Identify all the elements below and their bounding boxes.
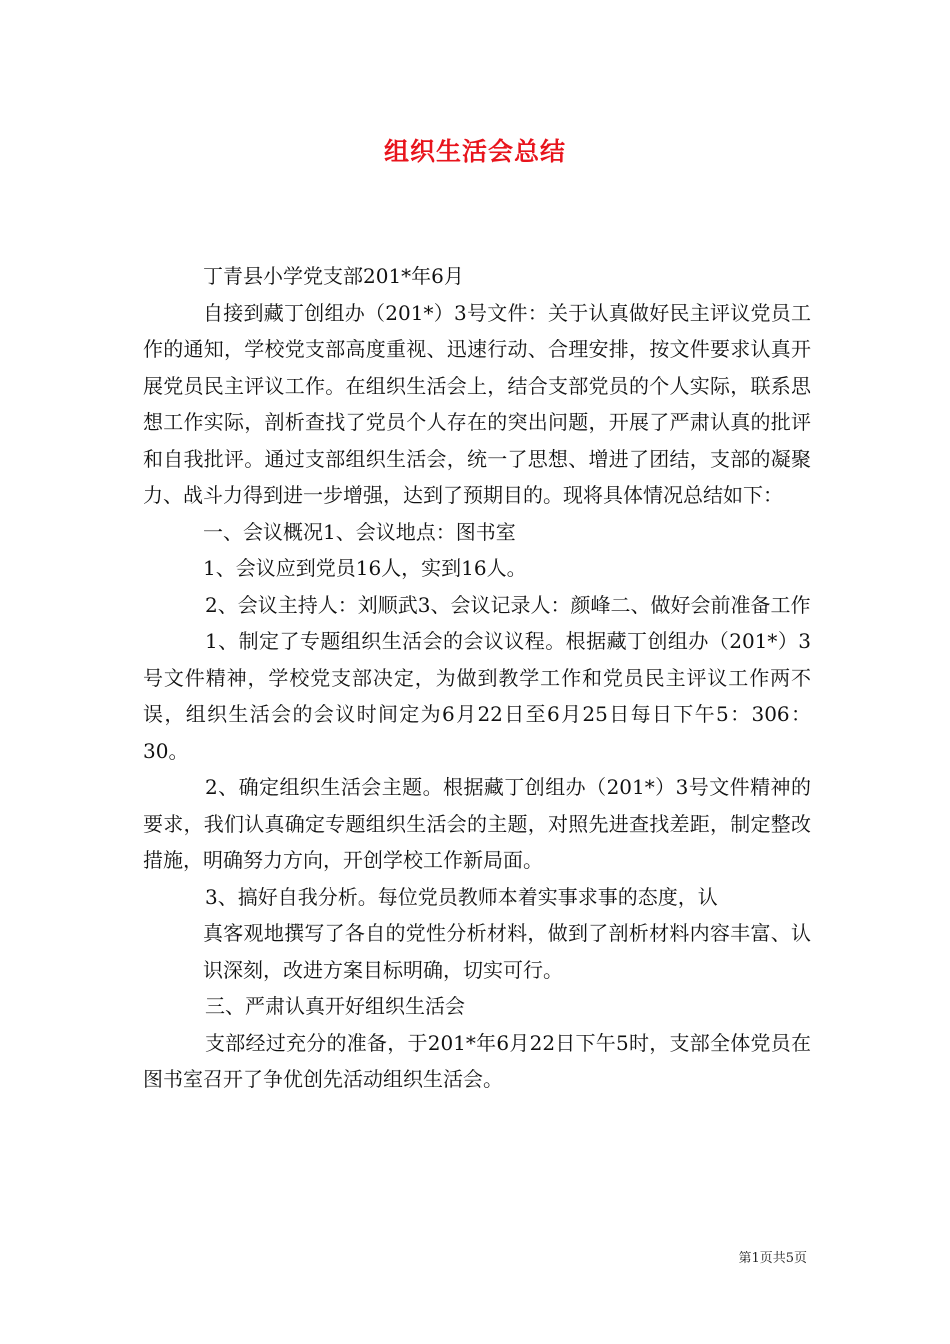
paragraph-self-analysis-cont: 真客观地撰写了各自的党性分析材料，做到了剖析材料内容丰富、认识深刻，改进方案目标明确，切实可行。 bbox=[203, 921, 811, 982]
paragraph-section-overview: 一、会议概况1、会议地点：图书室 bbox=[203, 519, 516, 544]
page-number: 第1页共5页 bbox=[738, 1251, 807, 1266]
paragraph-self-analysis: 3、搞好自我分析。每位党员教师本着实事求事的态度，认 bbox=[205, 884, 718, 909]
paragraph-author-date: 丁青县小学党支部201*年6月 bbox=[203, 264, 464, 288]
paragraph-theme: 2、确定组织生活会主题。根据藏丁创组办（201*）3号文件精神的要求，我们认真确定专题组织生活会的主题，对照先进查找差距，制定整改措施，明确努力方向，开创学校工作新局面。 bbox=[143, 775, 811, 872]
paragraph-agenda: 1、制定了专题组织生活会的会议议程。根据藏丁创组办（201*）3号文件精神，学校党支部决定，为做到教学工作和党员民主评议工作两不误，组织生活会的会议时间定为6月22日至6月25日每日下午5：306：30。 bbox=[143, 629, 811, 763]
paragraph-intro: 自接到藏丁创组办（201*）3号文件：关于认真做好民主评议党员工作的通知，学校党支部高度重视、迅速行动、合理安排，按文件要求认真开展党员民主评议工作。在组织生活会上，结合支部党员的个人实际，联系思想工作实际，剖析查找了党员个人存在的突出问题，开展了严肃认真的批评和自我批评。通过支部组织生活会，统一了思想、增进了团结，支部的凝聚力、战斗力得到进一步增强，达到了预期目的。现将具体情况总结如下： bbox=[143, 300, 811, 507]
document-title: 组织生活会总结 bbox=[383, 137, 566, 166]
paragraph-section-meeting: 三、严肃认真开好组织生活会 bbox=[205, 994, 465, 1018]
paragraph-meeting-held: 支部经过充分的准备，于201*年6月22日下午5时，支部全体党员在图书室召开了争优创先活动组织生活会。 bbox=[143, 1030, 811, 1091]
paragraph-host-recorder: 2、会议主持人：刘顺武3、会议记录人：颜峰二、做好会前准备工作 bbox=[205, 592, 811, 617]
paragraph-attendance: 1、会议应到党员16人，实到16人。 bbox=[203, 556, 527, 580]
document-body bbox=[143, 258, 811, 1098]
